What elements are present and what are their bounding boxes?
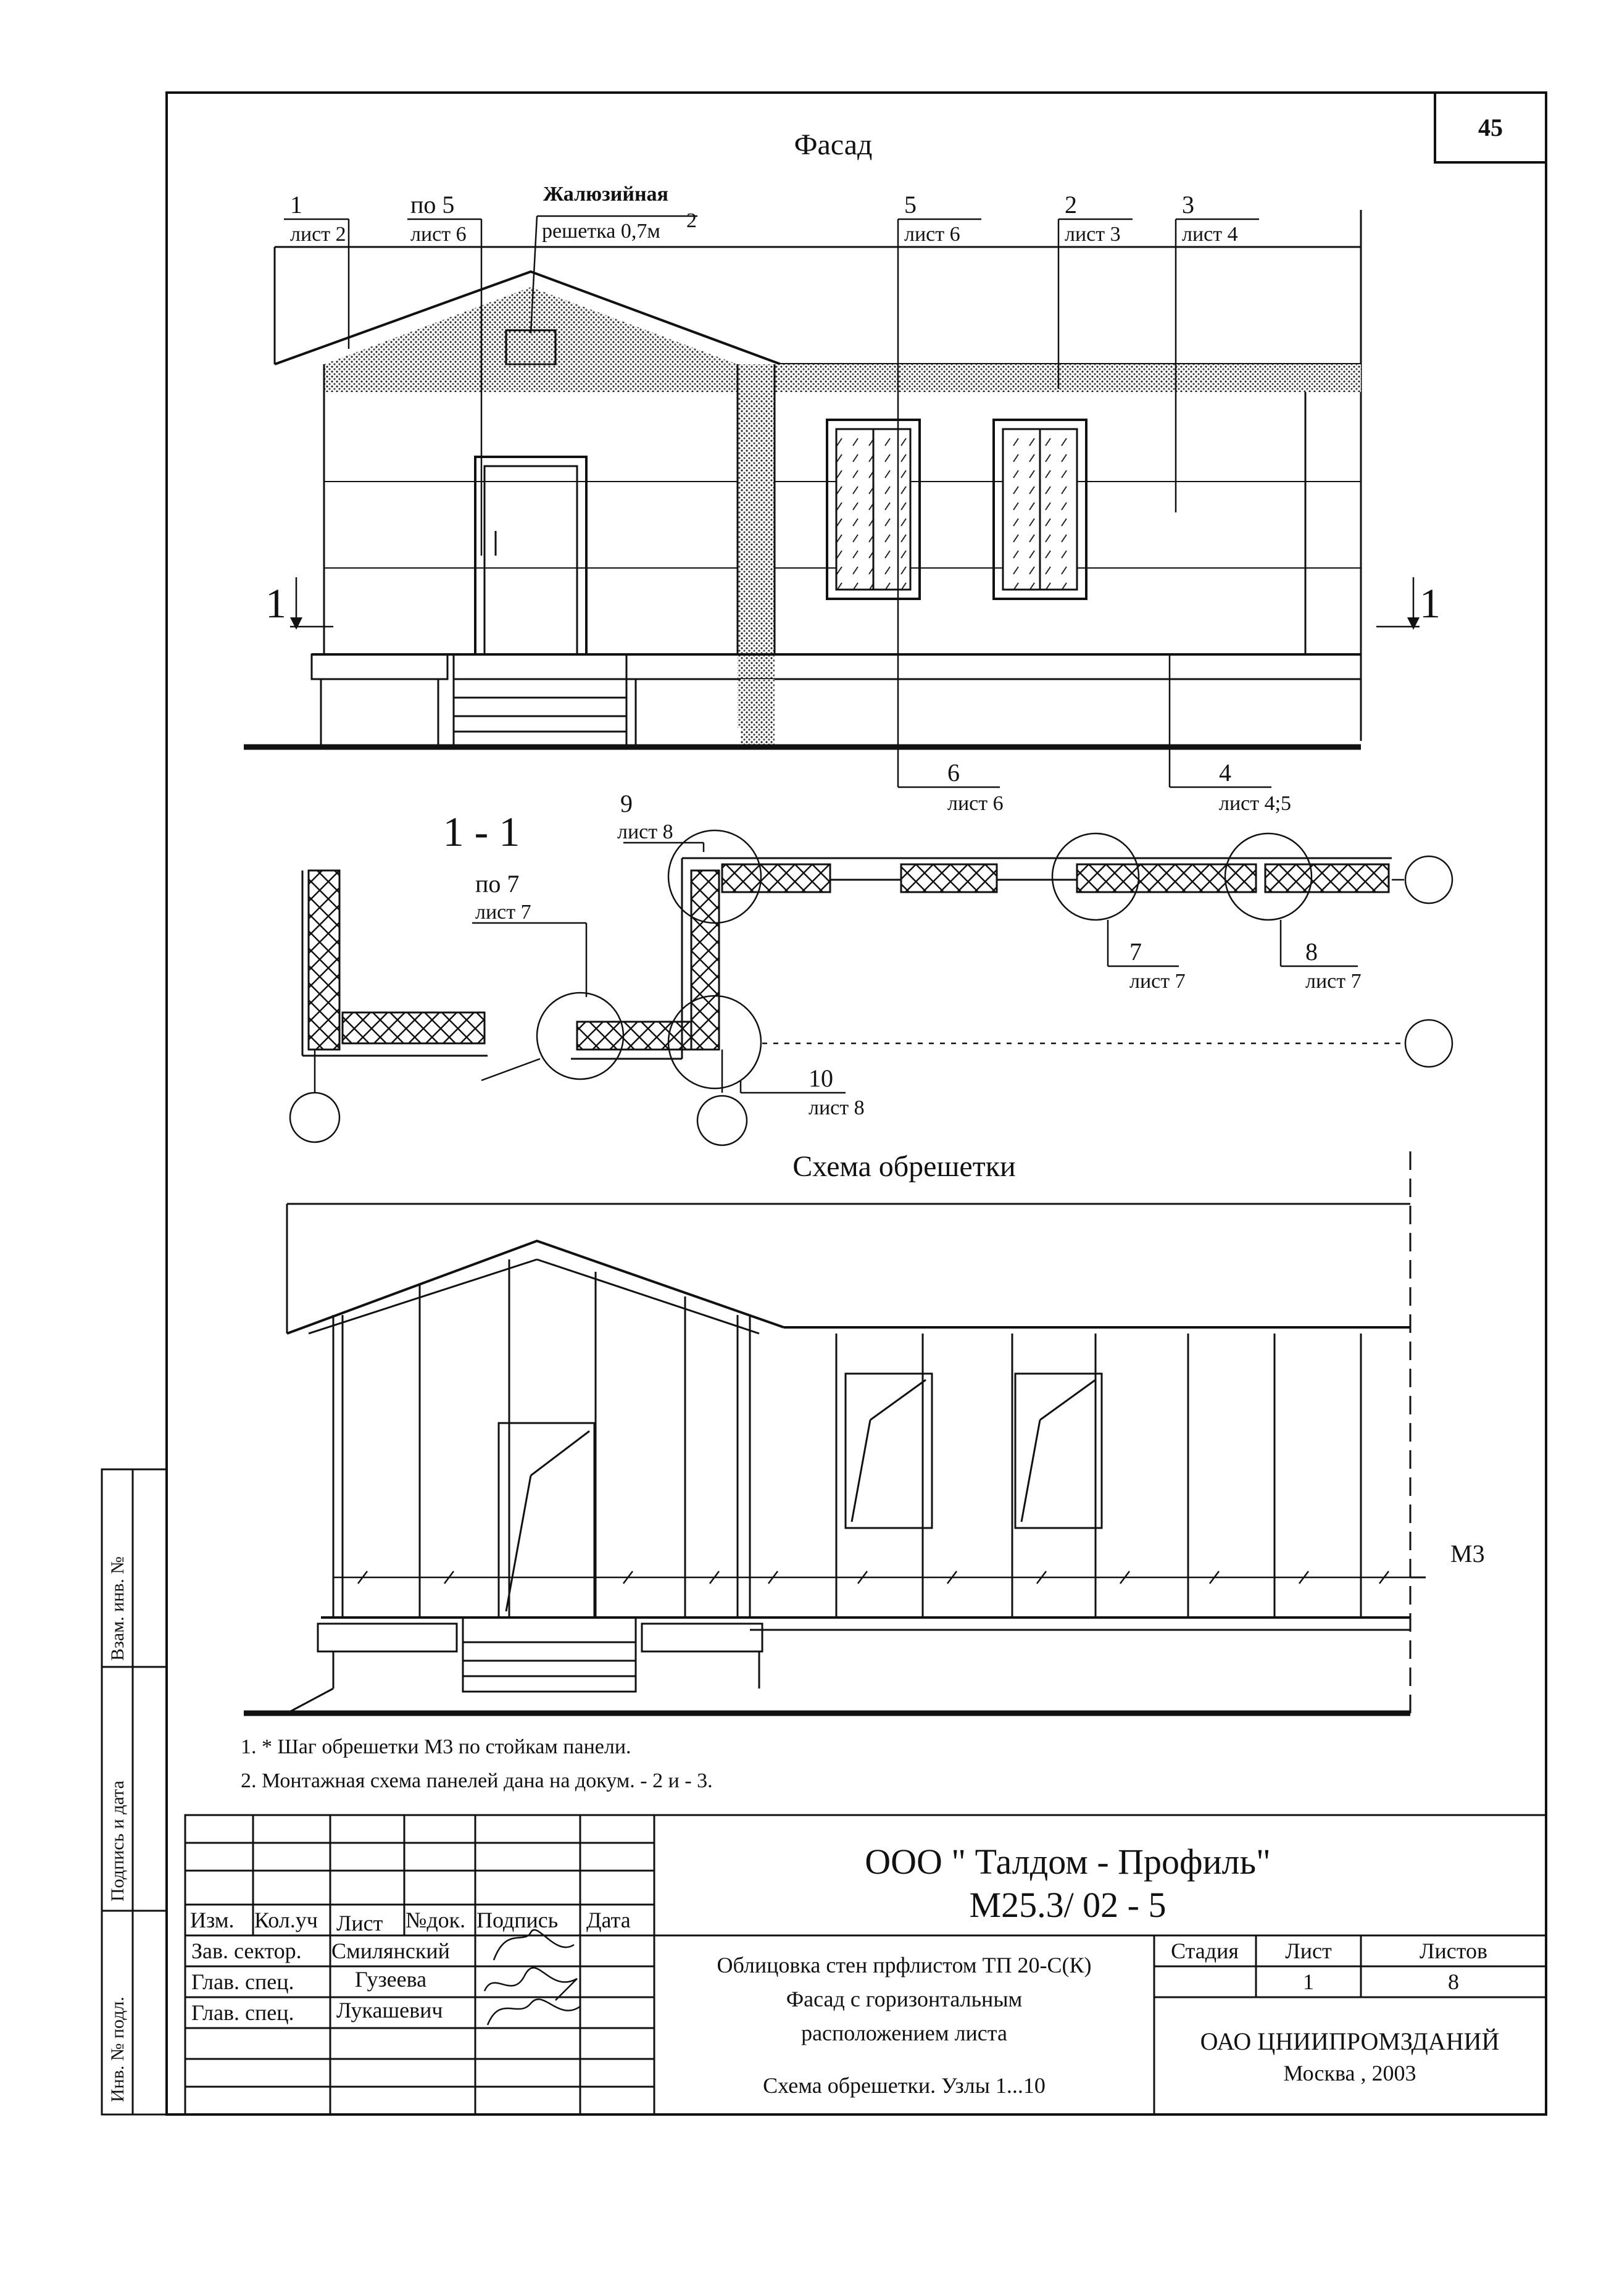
lathing-m3-label: М3 — [1450, 1540, 1485, 1568]
callout-3b-ref: лист 4 — [1182, 223, 1238, 246]
callout-po7-num: по 7 — [475, 870, 520, 898]
tb-doc-code: М25.3/ 02 - 5 — [969, 1885, 1166, 1925]
callout-5-num: 5 — [904, 191, 917, 219]
tb-staff-role-1: Зав. сектор. — [191, 1939, 302, 1963]
callout-po7-ref: лист 7 — [475, 901, 531, 924]
tb-desc-4: Схема обрешетки. Узлы 1...10 — [763, 2073, 1046, 2098]
tb-header-data: Дата — [586, 1908, 631, 1932]
tb-staff-name-2: Гузеева — [355, 1967, 427, 1992]
tb-staff-role-2: Глав. спец. — [191, 1969, 294, 1994]
callout-10-ref: лист 8 — [809, 1096, 865, 1119]
note-2: 2. Монтажная схема панелей дана на докум. - 2 и - 3. — [241, 1769, 713, 1792]
callout-3-ref: решетка 0,7м — [542, 220, 660, 243]
callout-2b-num: 2 — [1065, 191, 1077, 219]
note-1: 1. * Шаг обрешетки М3 по стойкам панели. — [241, 1735, 631, 1758]
tb-header-izm: Изм. — [190, 1908, 235, 1932]
tb-stage-label: Стадия — [1171, 1939, 1239, 1963]
tb-header-ndok: №док. — [405, 1908, 466, 1932]
tb-staff-name-1: Смилянский — [331, 1939, 450, 1963]
callout-9-num: 9 — [620, 790, 633, 817]
callout-7-ref: лист 7 — [1129, 970, 1186, 993]
section-mark-right: 1 — [1420, 580, 1441, 627]
tb-staff-role-3: Глав. спец. — [191, 2000, 294, 2025]
facade-title: Фасад — [794, 128, 873, 161]
callout-4-ref: лист 4;5 — [1219, 792, 1292, 815]
tb-org-city: Москва , 2003 — [1283, 2061, 1416, 2085]
callout-3-num: Жалюзийная — [543, 183, 668, 206]
tb-header-podpis: Подпись — [476, 1908, 559, 1932]
tb-org-name: ОАО ЦНИИПРОМЗДАНИЙ — [1200, 2027, 1500, 2055]
callout-3b-num: 3 — [1182, 191, 1194, 219]
tb-desc-2: Фасад с горизонтальным — [786, 1987, 1023, 2011]
tb-sheets-value: 8 — [1448, 1969, 1459, 1994]
callout-6-num: 6 — [947, 759, 960, 787]
tb-sheets-label: Листов — [1420, 1939, 1487, 1963]
callout-9-ref: лист 8 — [617, 820, 673, 843]
callout-6-ref: лист 6 — [947, 792, 1004, 815]
callout-10-num: 10 — [809, 1064, 833, 1092]
tb-header-kolych: Кол.уч — [254, 1908, 318, 1932]
section-mark-left: 1 — [265, 580, 286, 627]
tb-header-list: Лист — [336, 1911, 383, 1935]
callout-8-num: 8 — [1305, 938, 1318, 966]
callout-8-ref: лист 7 — [1305, 970, 1362, 993]
tb-desc-1: Облицовка стен прфлистом ТП 20-С(К) — [717, 1953, 1092, 1977]
lathing-drawing — [244, 1151, 1426, 1713]
callout-1-ref: лист 2 — [290, 223, 346, 246]
callout-7-num: 7 — [1129, 938, 1142, 966]
lathing-title: Схема обрешетки — [792, 1150, 1016, 1183]
side-stamp-inv: Инв. № подл. — [107, 1997, 128, 2102]
tb-sheet-label: Лист — [1285, 1939, 1332, 1963]
callout-4-num: 4 — [1219, 759, 1231, 787]
callout-5-ref: лист 6 — [904, 223, 960, 246]
tb-staff-name-3: Лукашевич — [336, 1998, 443, 2023]
page-number: 45 — [1478, 114, 1503, 141]
callout-3-sup: 2 — [686, 209, 697, 232]
callout-2b-ref: лист 3 — [1065, 223, 1121, 246]
tb-company: ООО " Талдом - Профиль" — [865, 1842, 1271, 1882]
tb-desc-3: расположением листа — [801, 2021, 1007, 2045]
side-stamp-podpis: Подпись и дата — [107, 1780, 128, 1902]
signatures — [484, 1930, 580, 2025]
section-plan — [302, 858, 1392, 1059]
facade-drawing — [244, 210, 1361, 747]
side-stamp-vzam: Взам. инв. № — [107, 1556, 128, 1661]
section-title: 1 - 1 — [443, 808, 520, 855]
callout-2-num: по 5 — [410, 191, 455, 219]
callout-1-num: 1 — [290, 191, 302, 219]
tb-sheet-value: 1 — [1303, 1969, 1314, 1994]
callout-2-ref: лист 6 — [410, 223, 467, 246]
